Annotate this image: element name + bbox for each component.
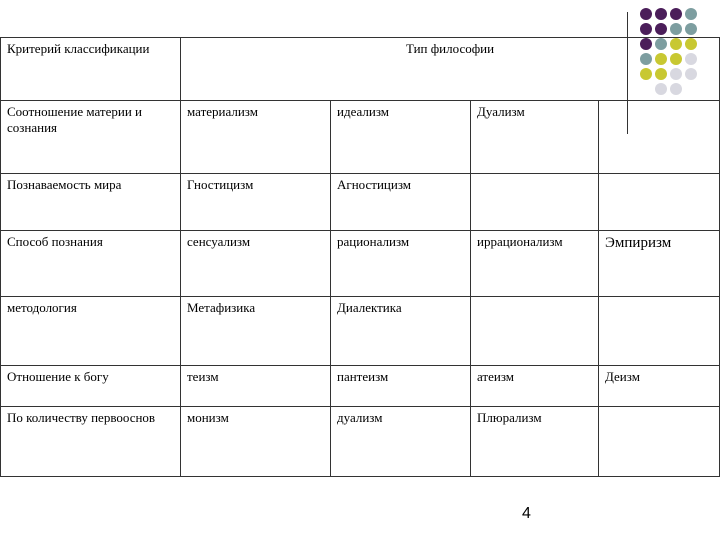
row-criterion-cell: Познаваемость мира (1, 174, 181, 231)
row-value-cell: пантеизм (331, 366, 471, 407)
header-criterion-cell: Критерий классификации (1, 38, 181, 101)
row-value-cell: Эмпиризм (599, 231, 720, 297)
row-value-cell: Метафизика (181, 297, 331, 366)
table-row (1, 297, 720, 366)
row-value-cell: дуализм (331, 407, 471, 477)
row-value-cell: Агностицизм (331, 174, 471, 231)
table-row (1, 407, 720, 477)
row-value-cell: Дуализм (471, 101, 599, 174)
row-value-cell (471, 174, 599, 231)
decorative-dot (655, 23, 667, 35)
table-row (1, 174, 720, 231)
decorative-dot (670, 8, 682, 20)
row-value-cell: Гностицизм (181, 174, 331, 231)
row-criterion-cell: Соотношение материи и сознания (1, 101, 181, 174)
row-value-cell (599, 174, 720, 231)
row-value-cell (599, 101, 720, 174)
row-value-cell: иррационализм (471, 231, 599, 297)
table-row (1, 366, 720, 407)
row-value-cell: рационализм (331, 231, 471, 297)
row-value-cell: Деизм (599, 366, 720, 407)
row-value-cell: теизм (181, 366, 331, 407)
decorative-dot (655, 8, 667, 20)
row-value-cell: материализм (181, 101, 331, 174)
decorative-dot (685, 8, 697, 20)
row-criterion-cell: методология (1, 297, 181, 366)
row-value-cell (599, 407, 720, 477)
table-row (1, 101, 720, 174)
header-type-cell: Тип философии (181, 38, 720, 101)
row-value-cell: монизм (181, 407, 331, 477)
decorative-dot (685, 23, 697, 35)
row-value-cell: сенсуализм (181, 231, 331, 297)
row-criterion-cell: По количеству первооснов (1, 407, 181, 477)
row-criterion-cell: Способ познания (1, 231, 181, 297)
row-value-cell: Плюрализм (471, 407, 599, 477)
row-criterion-cell: Отношение к богу (1, 366, 181, 407)
decorative-dot (670, 23, 682, 35)
table-header-row (1, 38, 720, 101)
row-value-cell: атеизм (471, 366, 599, 407)
row-value-cell: Диалектика (331, 297, 471, 366)
row-value-cell (471, 297, 599, 366)
decorative-dot (640, 23, 652, 35)
table-row (1, 231, 720, 297)
row-value-cell: идеализм (331, 101, 471, 174)
decorative-dot (640, 8, 652, 20)
philosophy-types-table (0, 37, 720, 477)
page-number: 4 (522, 505, 531, 522)
row-value-cell (599, 297, 720, 366)
